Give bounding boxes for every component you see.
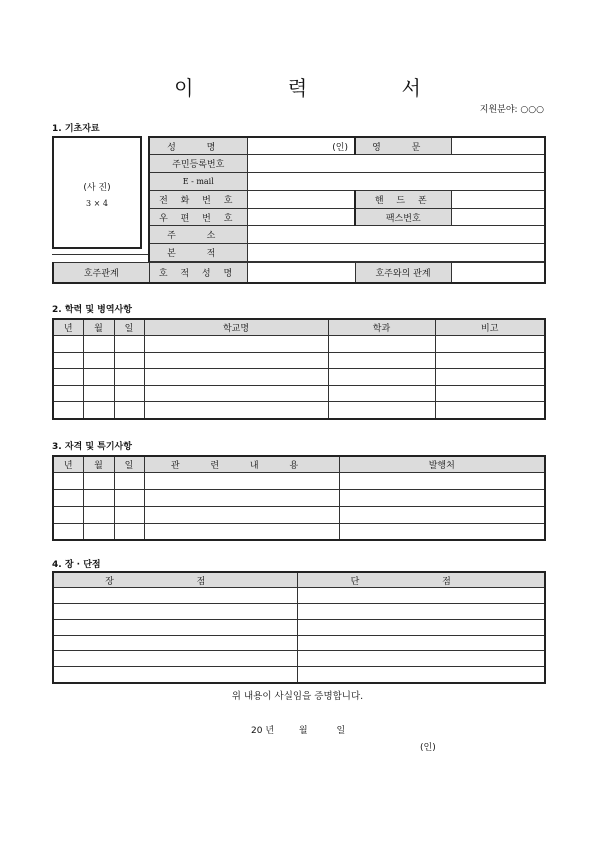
education-row-cell[interactable] (114, 336, 144, 353)
edu-col-major: 학과 (328, 319, 435, 336)
education-row-cell[interactable] (114, 385, 144, 402)
mobile-label: 핸 드 폰 (355, 190, 451, 208)
education-row-cell[interactable] (144, 402, 328, 419)
license-table (52, 455, 546, 541)
certify-statement: 위 내용이 사실임을 증명합니다. (231, 691, 364, 702)
education-table (52, 318, 546, 420)
cert-col-content: 관 련 내 용 (144, 456, 339, 473)
pros-cons-row-cell[interactable] (53, 619, 297, 635)
pros-cons-table (52, 571, 546, 684)
license-row-cell[interactable] (83, 523, 114, 540)
edu-col-year: 년 (53, 319, 83, 336)
education-row-cell[interactable] (328, 352, 435, 369)
pros-cons-row-cell[interactable] (53, 604, 297, 620)
license-row-cell[interactable] (144, 523, 339, 540)
basic-info-table (148, 136, 546, 262)
education-row-cell[interactable] (435, 385, 545, 402)
pros-cons-row (53, 619, 545, 635)
license-row-cell[interactable] (53, 523, 83, 540)
pros-cons-row (53, 651, 545, 667)
photo-size: 3 × 4 (86, 199, 108, 208)
section-pros-cons-title: 4. 장 · 단점 (52, 560, 101, 570)
edu-col-note: 비고 (435, 319, 545, 336)
pros-cons-row-cell[interactable] (297, 604, 545, 620)
email-field[interactable] (247, 173, 545, 191)
head-relation-label: 호주관계 (53, 263, 149, 283)
license-header-row (53, 456, 545, 473)
family-head-table (52, 262, 546, 284)
education-row-cell[interactable] (53, 352, 83, 369)
name-seal: (인) (332, 142, 348, 153)
license-row (53, 490, 545, 507)
cert-col-month: 월 (83, 456, 114, 473)
section-license-title: 3. 자격 및 특기사항 (52, 442, 132, 452)
section-education-title: 2. 학력 및 병역사항 (52, 305, 132, 315)
license-row-cell[interactable] (83, 473, 114, 490)
education-row-cell[interactable] (53, 336, 83, 353)
education-row-cell[interactable] (114, 369, 144, 386)
pros-cons-row-cell[interactable] (297, 635, 545, 651)
english-label: 영 문 (355, 137, 451, 155)
photo-box[interactable] (52, 136, 142, 249)
address-field[interactable] (247, 226, 545, 244)
education-row-cell[interactable] (435, 402, 545, 419)
education-row-cell[interactable] (114, 402, 144, 419)
fax-label: 팩스번호 (355, 208, 451, 226)
zip-label: 우 편 번 호 (149, 208, 247, 226)
pros-cons-row-cell[interactable] (53, 667, 297, 683)
license-row-cell[interactable] (114, 506, 144, 523)
education-row-cell[interactable] (435, 336, 545, 353)
education-row (53, 385, 545, 402)
license-row (53, 473, 545, 490)
fax-field[interactable] (451, 208, 545, 226)
license-row-cell[interactable] (339, 506, 545, 523)
education-row-cell[interactable] (83, 352, 114, 369)
license-row-cell[interactable] (53, 490, 83, 507)
license-row (53, 506, 545, 523)
pros-header: 장 점 (53, 572, 297, 588)
license-row-cell[interactable] (144, 506, 339, 523)
apply-field: 지원분야: ○○○ (479, 105, 544, 115)
pros-cons-row-cell[interactable] (297, 619, 545, 635)
pros-cons-row (53, 635, 545, 651)
license-row (53, 523, 545, 540)
head-name-field[interactable] (247, 263, 355, 283)
education-row-cell[interactable] (328, 385, 435, 402)
mobile-field[interactable] (451, 190, 545, 208)
date-year: 20 년 (251, 726, 275, 736)
date-line (251, 723, 357, 736)
pros-cons-row (53, 667, 545, 683)
education-row-cell[interactable] (144, 336, 328, 353)
phone-label: 전 화 번 호 (149, 190, 247, 208)
license-row-cell[interactable] (114, 523, 144, 540)
license-row-cell[interactable] (339, 523, 545, 540)
name-field[interactable] (247, 137, 355, 155)
photo-label: (사 진) (83, 183, 111, 193)
education-row-cell[interactable] (53, 369, 83, 386)
license-row-cell[interactable] (83, 506, 114, 523)
license-row-cell[interactable] (114, 473, 144, 490)
education-row-cell[interactable] (328, 369, 435, 386)
pros-cons-row-cell[interactable] (297, 588, 545, 604)
license-row-cell[interactable] (339, 490, 545, 507)
education-row-cell[interactable] (328, 402, 435, 419)
pros-cons-header-row (53, 572, 545, 588)
name-label: 성 명 (149, 137, 247, 155)
education-row-cell[interactable] (53, 385, 83, 402)
education-row (53, 336, 545, 353)
signature-seal: (인) (420, 743, 436, 753)
education-row-cell[interactable] (83, 336, 114, 353)
resident-no-label: 주민등록번호 (149, 155, 247, 173)
pros-cons-row-cell[interactable] (53, 651, 297, 667)
license-row-cell[interactable] (339, 473, 545, 490)
english-field[interactable] (451, 137, 545, 155)
education-header-row (53, 319, 545, 336)
education-row-cell[interactable] (83, 369, 114, 386)
edu-col-day: 일 (114, 319, 144, 336)
address-label: 주 소 (149, 226, 247, 244)
head-relation-with-field[interactable] (451, 263, 545, 283)
resident-no-field[interactable] (247, 155, 545, 173)
cert-col-day: 일 (114, 456, 144, 473)
pros-cons-row (53, 604, 545, 620)
pros-cons-row-cell[interactable] (53, 588, 297, 604)
license-row-cell[interactable] (83, 490, 114, 507)
edu-col-month: 월 (83, 319, 114, 336)
domicile-field[interactable] (247, 244, 545, 262)
education-row-cell[interactable] (114, 352, 144, 369)
cert-col-year: 년 (53, 456, 83, 473)
date-day: 일 (336, 726, 346, 736)
education-row-cell[interactable] (144, 369, 328, 386)
education-row (53, 402, 545, 419)
edu-col-school: 학교명 (144, 319, 328, 336)
education-row-cell[interactable] (144, 352, 328, 369)
pros-cons-row-cell[interactable] (297, 651, 545, 667)
cons-header: 단 점 (297, 572, 545, 588)
education-row-cell[interactable] (83, 385, 114, 402)
pros-cons-row-cell[interactable] (297, 667, 545, 683)
education-row (53, 369, 545, 386)
license-row-cell[interactable] (53, 506, 83, 523)
education-row-cell[interactable] (144, 385, 328, 402)
education-row-cell[interactable] (53, 402, 83, 419)
page-title: 이 력 서 (174, 76, 465, 100)
domicile-label: 본 적 (149, 244, 247, 262)
section-basic-title: 1. 기초자료 (52, 124, 100, 134)
license-row-cell[interactable] (144, 490, 339, 507)
cert-col-issuer: 발행처 (339, 456, 545, 473)
license-row-cell[interactable] (53, 473, 83, 490)
license-row-cell[interactable] (144, 473, 339, 490)
education-row (53, 352, 545, 369)
pros-cons-row-cell[interactable] (53, 635, 297, 651)
pros-cons-row (53, 588, 545, 604)
head-name-label: 호 적 성 명 (149, 263, 247, 283)
email-label: E - mail (149, 173, 247, 191)
license-row-cell[interactable] (114, 490, 144, 507)
head-relation-with-label: 호주와의 관계 (355, 263, 451, 283)
education-row-cell[interactable] (435, 352, 545, 369)
education-row-cell[interactable] (435, 369, 545, 386)
phone-field[interactable] (247, 190, 355, 208)
education-row-cell[interactable] (83, 402, 114, 419)
zip-field[interactable] (247, 208, 355, 226)
date-month: 월 (298, 726, 308, 736)
education-row-cell[interactable] (328, 336, 435, 353)
